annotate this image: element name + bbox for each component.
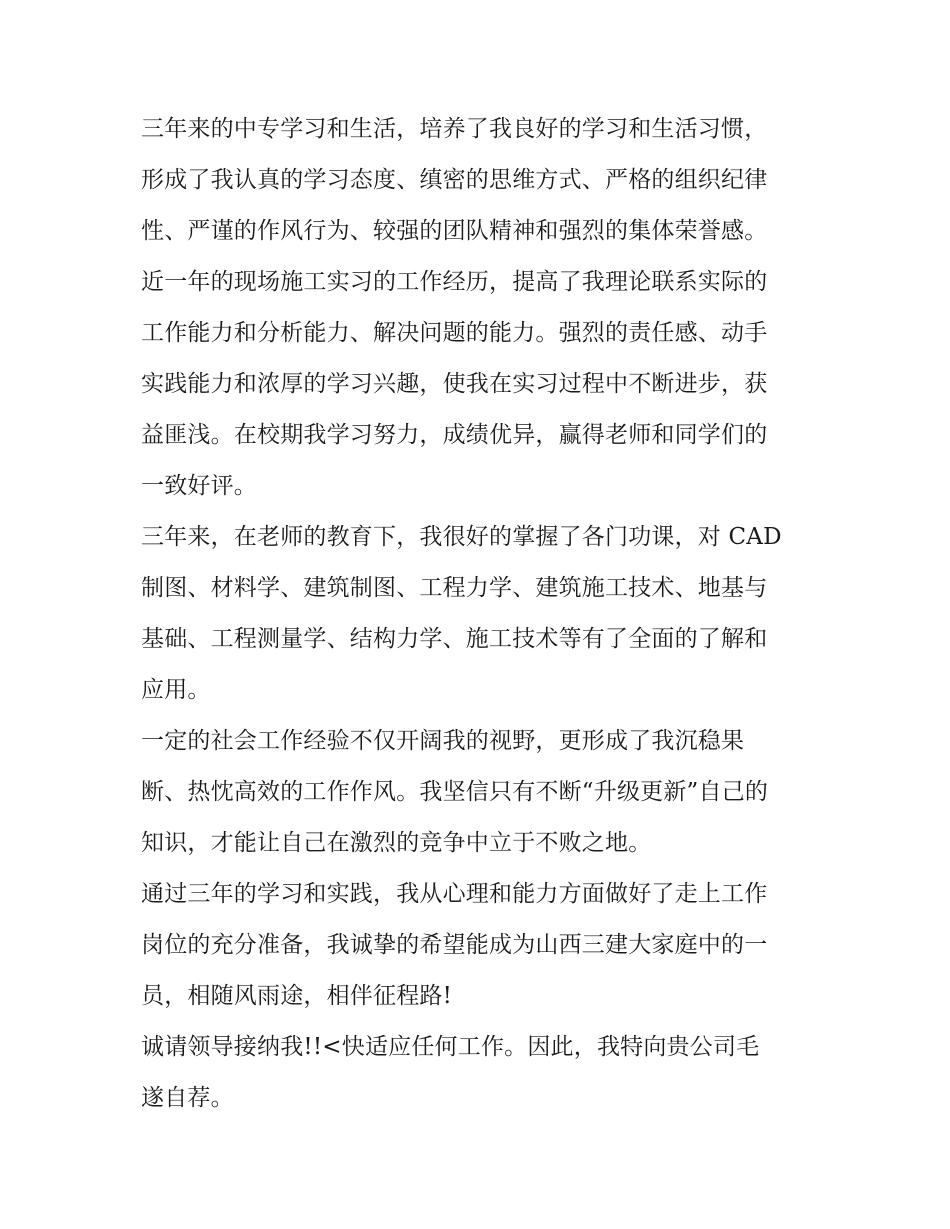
text-line: 益匪浅。在校期我学习努力，成绩优异，赢得老师和同学们的 <box>141 422 768 448</box>
text-line: 员，相随风雨途，相伴征程路! <box>141 983 453 1009</box>
text-line: 制图、材料学、建筑制图、工程力学、建筑施工技术、地基与 <box>141 575 768 601</box>
text-line: 知识，才能让自己在激烈的竞争中立于不败之地。 <box>141 830 652 856</box>
text-line: 应用。 <box>141 677 211 703</box>
text-line: 工作能力和分析能力、解决问题的能力。强烈的责任感、动手 <box>141 320 768 346</box>
text-line: 通过三年的学习和实践，我从心理和能力方面做好了走上工作 <box>141 881 768 907</box>
text-line: 性、严谨的作风行为、较强的团队精神和强烈的集体荣誉感。 <box>141 218 768 244</box>
text-line: 遂自荐。 <box>141 1085 234 1111</box>
text-line: 断、热忱高效的工作作风。我坚信只有不断“升级更新”自己的 <box>141 779 769 805</box>
text-line: 一致好评。 <box>141 473 257 499</box>
text-line: 形成了我认真的学习态度、缜密的思维方式、严格的组织纪律 <box>141 167 768 193</box>
text-line: 岗位的充分准备，我诚挚的希望能成为山西三建大家庭中的一 <box>141 932 768 958</box>
text-line: 实践能力和浓厚的学习兴趣，使我在实习过程中不断进步，获 <box>141 371 768 397</box>
text-line: 诚请领导接纳我!!<快适应任何工作。因此，我特向贵公司毛 <box>141 1034 760 1060</box>
text-line: 三年来，在老师的教育下，我很好的掌握了各门功课，对 CAD <box>141 524 782 550</box>
text-line: 近一年的现场施工实习的工作经历，提高了我理论联系实际的 <box>141 269 768 295</box>
text-line: 三年来的中专学习和生活，培养了我良好的学习和生活习惯， <box>141 116 768 142</box>
text-line: 基础、工程测量学、结构力学、施工技术等有了全面的了解和 <box>141 626 768 652</box>
text-line: 一定的社会工作经验不仅开阔我的视野，更形成了我沉稳果 <box>141 728 745 754</box>
